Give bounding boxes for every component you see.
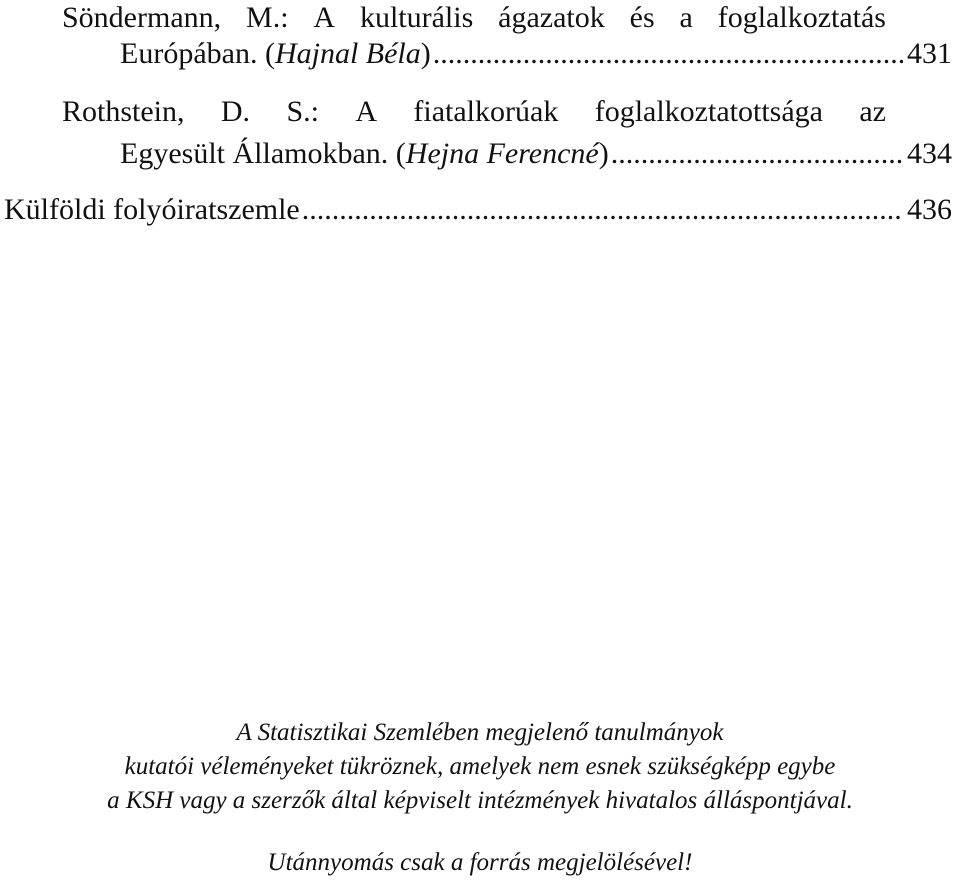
dot-leader [433,36,903,72]
toc-word: az [859,95,886,128]
toc-word: A [355,95,378,128]
disclaimer-line-2: kutatói véleményeket tükröznek, amelyek nem esnek szükségképp egybe [124,753,836,780]
toc-word: foglalkoztatás [717,1,886,34]
disclaimer-note [0,716,960,818]
toc-word: a [679,1,693,34]
toc-page-number: 431 [907,37,952,70]
toc-entry-3 [4,192,952,228]
toc-word: fiatalkorúak [413,95,559,128]
toc-word: S.: [286,95,319,128]
toc-page-number: 436 [907,193,952,226]
toc-word: M.: [246,1,289,34]
toc-word: A [313,1,336,34]
disclaimer-line-3: a KSH vagy a szerzők által képviselt intézmények hivatalos álláspontjával. [107,787,853,814]
toc-entry-1-line-1 [62,0,886,36]
toc-entry-text: Európában. (Hajnal Béla) [120,37,431,70]
disclaimer-line-1: A Statisztikai Szemlében megjelenő tanulmányok [236,719,724,746]
dot-leader [302,192,903,228]
toc-word: D. [220,95,251,128]
toc-word: Söndermann, [62,1,222,34]
toc-entry-title: Külföldi folyóiratszemle [4,193,300,226]
toc-entry-2-line-2 [120,136,952,172]
reprint-note: Utánnyomás csak a forrás megjelölésével! [267,849,693,876]
toc-entry-text: Egyesült Államokban. (Hejna Ferencné) [120,137,609,170]
dot-leader [611,136,903,172]
toc-entry-author: Hajnal Béla [274,37,421,70]
toc-word: kulturális [359,1,474,34]
toc-entry-author: Hejna Ferencné [405,137,599,170]
toc-entry-2-line-1 [62,94,886,130]
toc-page-number: 434 [907,137,952,170]
toc-word: és [629,1,655,34]
toc-word: foglalkoztatottsága [594,95,823,128]
toc-entry-1-line-2 [120,36,952,72]
toc-word: ágazatok [498,1,605,34]
toc-word: Rothstein, [62,95,185,128]
